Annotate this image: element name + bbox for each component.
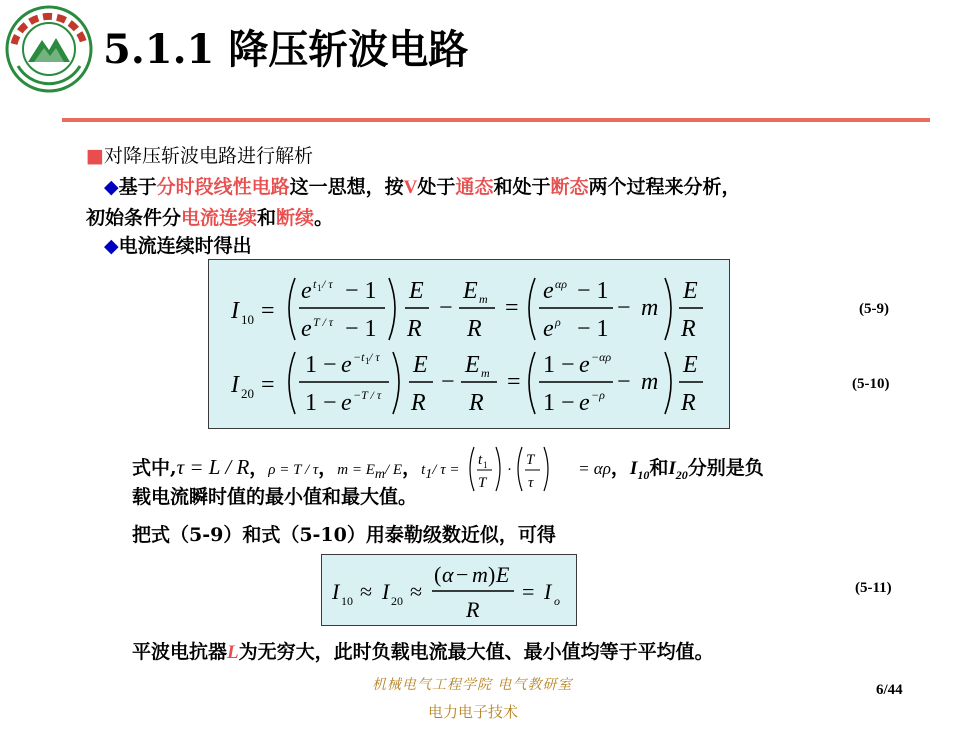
svg-text:e: e xyxy=(579,390,590,416)
svg-text:(: ( xyxy=(434,562,442,587)
equation-number-5-9: (5-9) xyxy=(859,301,889,317)
svg-text:− 1: − 1 xyxy=(577,316,609,342)
final-sentence: 平波电抗器L为无穷大，此时负载电流最大值、最小值均等于平均值。 xyxy=(132,641,714,663)
svg-text:−ρ: −ρ xyxy=(591,388,605,402)
svg-text:−: − xyxy=(439,295,453,321)
equation-number-5-11: (5-11) xyxy=(855,580,892,596)
svg-text:1 −: 1 − xyxy=(305,352,337,378)
section-heading: ■对降压斩波电路进行解析 xyxy=(86,145,313,167)
svg-text:−αρ: −αρ xyxy=(591,350,612,364)
approximation-text: 把式（5-9）和式（5-10）用泰勒级数近似，可得 xyxy=(132,524,556,546)
svg-text:t: t xyxy=(313,277,317,291)
svg-text:T: T xyxy=(526,452,535,468)
svg-text:t: t xyxy=(478,452,483,468)
svg-text:I: I xyxy=(544,579,552,604)
svg-text:τ: τ xyxy=(528,475,534,491)
svg-text:I: I xyxy=(332,579,340,604)
svg-text:R: R xyxy=(469,390,484,416)
logo-seal-icon xyxy=(4,4,94,94)
ratio-product xyxy=(466,444,578,494)
university-logo xyxy=(4,4,94,94)
svg-text:20: 20 xyxy=(391,594,403,608)
footer-school: 机械电气工程学院 电气教研室 xyxy=(372,677,573,693)
svg-text:o: o xyxy=(554,594,560,608)
svg-text:10: 10 xyxy=(241,312,254,327)
svg-text:E: E xyxy=(683,278,698,304)
svg-text:−: − xyxy=(617,369,631,395)
svg-text:−t: −t xyxy=(353,350,365,364)
svg-text:α: α xyxy=(442,562,454,587)
svg-text:I: I xyxy=(231,372,239,398)
svg-text:αρ: αρ xyxy=(555,277,568,291)
equation-number-5-10: (5-10) xyxy=(852,376,890,392)
svg-text:1: 1 xyxy=(365,356,370,366)
svg-text:ρ: ρ xyxy=(555,315,561,329)
svg-text:): ) xyxy=(488,562,496,587)
paragraph-analysis: ◆基于分时段线性电路这一思想，按V处于通态和处于断态两个过程来分析， 初始条件分电流连续和断续。 xyxy=(86,176,741,229)
svg-text:e: e xyxy=(301,316,312,342)
svg-text:m: m xyxy=(481,366,490,380)
svg-text:/ τ: / τ xyxy=(369,350,380,364)
svg-text:R: R xyxy=(407,316,422,342)
svg-text:≈: ≈ xyxy=(360,579,373,604)
svg-text:1 −: 1 − xyxy=(305,390,337,416)
svg-text:T / τ: T / τ xyxy=(313,315,334,329)
svg-text:R: R xyxy=(681,390,696,416)
current-formulas xyxy=(209,260,729,428)
formula-box-main xyxy=(208,259,730,429)
svg-text:e: e xyxy=(543,316,554,342)
svg-text:E: E xyxy=(409,278,424,304)
svg-text:=: = xyxy=(522,579,535,604)
svg-text:1 −: 1 − xyxy=(543,352,575,378)
svg-text:−: − xyxy=(617,295,631,321)
svg-text:R: R xyxy=(681,316,696,342)
svg-text:=: = xyxy=(261,298,275,324)
approx-formula xyxy=(322,555,576,625)
svg-text:/ τ: / τ xyxy=(322,277,333,291)
svg-text:=: = xyxy=(507,369,521,395)
svg-text:− 1: − 1 xyxy=(345,278,377,304)
svg-text:e: e xyxy=(543,278,554,304)
svg-text:·: · xyxy=(507,462,513,478)
svg-text:m: m xyxy=(641,369,659,395)
svg-text:− 1: − 1 xyxy=(577,278,609,304)
svg-text:E: E xyxy=(683,352,698,378)
page-number: 6/44 xyxy=(876,682,903,698)
svg-text:R: R xyxy=(467,316,482,342)
page-title: 5.1.1 降压斩波电路 xyxy=(103,26,469,73)
svg-text:−T / τ: −T / τ xyxy=(353,388,382,402)
paragraph-continuous: ◆电流连续时得出 xyxy=(104,235,252,257)
footer-course: 电力电子技术 xyxy=(428,703,519,721)
svg-text:m: m xyxy=(641,295,659,321)
svg-text:1 −: 1 − xyxy=(543,390,575,416)
svg-text:−: − xyxy=(441,369,455,395)
svg-text:1: 1 xyxy=(483,460,488,470)
svg-text:− 1: − 1 xyxy=(345,316,377,342)
svg-text:R: R xyxy=(411,390,426,416)
diamond-bullet-icon: ◆ xyxy=(104,235,119,257)
square-bullet-icon: ■ xyxy=(86,145,104,167)
svg-text:T: T xyxy=(478,475,487,491)
svg-text:e: e xyxy=(579,352,590,378)
svg-text:e: e xyxy=(301,278,312,304)
svg-text:=: = xyxy=(261,372,275,398)
svg-text:E: E xyxy=(463,278,478,304)
svg-text:e: e xyxy=(341,352,352,378)
title-divider xyxy=(62,118,930,122)
svg-text:E: E xyxy=(465,352,480,378)
svg-text:−: − xyxy=(456,562,469,587)
svg-text:1: 1 xyxy=(317,283,322,293)
svg-text:20: 20 xyxy=(241,386,254,401)
svg-text:e: e xyxy=(341,390,352,416)
where-clause: 式中,τ = L / R，ρ = T / τ，m = Em/ E，t1/ τ = t 1 T · T τ = αρ，$I_{10}$和$I_{20}$分别是负 xyxy=(132,444,764,494)
diamond-bullet-icon: ◆ xyxy=(104,176,119,198)
formula-box-approx xyxy=(321,554,577,626)
svg-text:≈: ≈ xyxy=(410,579,423,604)
svg-text:m: m xyxy=(472,562,488,587)
svg-text:10: 10 xyxy=(341,594,353,608)
where-clause-line2: 载电流瞬时值的最小值和最大值。 xyxy=(132,486,418,508)
svg-text:=: = xyxy=(505,295,519,321)
svg-text:I: I xyxy=(382,579,390,604)
svg-text:E: E xyxy=(413,352,428,378)
svg-text:R: R xyxy=(466,597,480,622)
svg-text:E: E xyxy=(496,562,510,587)
svg-text:I: I xyxy=(231,298,239,324)
svg-text:m: m xyxy=(479,292,488,306)
